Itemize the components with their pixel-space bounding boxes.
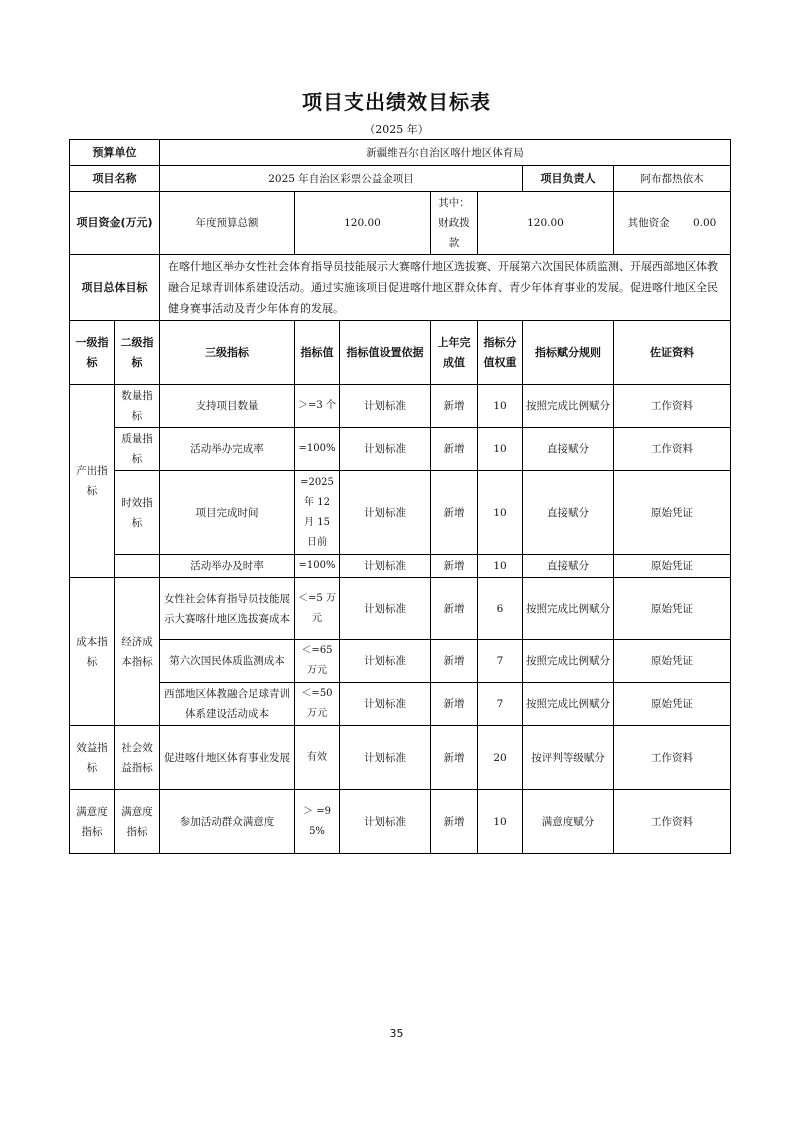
- level1-satisfaction: 满意度指标: [70, 790, 115, 854]
- evidence-cell: 工作资料: [614, 790, 731, 854]
- level2-social-benefit: 社会效益指标: [115, 726, 160, 790]
- value-cell: ＜=65 万元: [295, 640, 340, 683]
- other-funds-amount: 0.00: [692, 217, 717, 229]
- value-cell: =2025 年 12 月 15 日前: [295, 471, 340, 555]
- evidence-cell: 原始凭证: [614, 471, 731, 555]
- indicator-cell: 项目完成时间: [160, 471, 295, 555]
- weight-cell: 10: [478, 385, 523, 428]
- table-row: [70, 683, 731, 726]
- indicator-cell: 促进喀什地区体育事业发展: [160, 726, 295, 790]
- prev-cell: 新增: [431, 683, 478, 726]
- table-row: [70, 471, 731, 555]
- indicator-cell: 女性社会体育指导员技能展示大赛喀什地区选拔赛成本: [160, 578, 295, 640]
- rule-cell: 直接赋分: [523, 555, 614, 578]
- evidence-cell: 原始凭证: [614, 683, 731, 726]
- indicator-cell: 活动举办完成率: [160, 428, 295, 471]
- budget-unit-label: 预算单位: [70, 140, 160, 166]
- table-row: [70, 790, 731, 854]
- indicator-cell: 参加活动群众满意度: [160, 790, 295, 854]
- rule-cell: 按评判等级赋分: [523, 726, 614, 790]
- level2-satisfaction: 满意度指标: [115, 790, 160, 854]
- header-basis: 指标值设置依据: [340, 321, 431, 385]
- value-cell: ＞=3 个: [295, 385, 340, 428]
- fiscal-value: 120.00: [478, 192, 614, 255]
- weight-cell: 10: [478, 428, 523, 471]
- header-row: [70, 321, 731, 385]
- level1-output: 产出指标: [70, 385, 115, 578]
- header-rule: 指标赋分规则: [523, 321, 614, 385]
- header-level1: 一级指标: [70, 321, 115, 385]
- basis-cell: 计划标准: [340, 578, 431, 640]
- weight-cell: 20: [478, 726, 523, 790]
- project-leader-value: 阿布都热依木: [614, 166, 731, 192]
- value-cell: =100%: [295, 428, 340, 471]
- evidence-cell: 工作资料: [614, 428, 731, 471]
- value-cell: ＜=5 万元: [295, 578, 340, 640]
- level2-timeliness-cont: [115, 555, 160, 578]
- other-funds-value: [614, 192, 731, 255]
- evidence-cell: 原始凭证: [614, 640, 731, 683]
- prev-cell: 新增: [431, 640, 478, 683]
- level1-benefit: 效益指标: [70, 726, 115, 790]
- evidence-cell: 工作资料: [614, 385, 731, 428]
- prev-cell: 新增: [431, 578, 478, 640]
- basis-cell: 计划标准: [340, 790, 431, 854]
- header-value: 指标值: [295, 321, 340, 385]
- weight-cell: 10: [478, 790, 523, 854]
- prev-cell: 新增: [431, 385, 478, 428]
- header-level3: 三级指标: [160, 321, 295, 385]
- value-cell: ＞ =95%: [295, 790, 340, 854]
- other-funds-label: 其他资金: [627, 217, 670, 229]
- weight-cell: 7: [478, 683, 523, 726]
- rule-cell: 按照完成比例赋分: [523, 683, 614, 726]
- indicator-cell: 第六次国民体质监测成本: [160, 640, 295, 683]
- header-level2: 二级指标: [115, 321, 160, 385]
- value-cell: 有效: [295, 726, 340, 790]
- rule-cell: 按照完成比例赋分: [523, 385, 614, 428]
- table-row: [70, 555, 731, 578]
- project-leader-label: 项目负责人: [523, 166, 614, 192]
- value-cell: ＜=50 万元: [295, 683, 340, 726]
- weight-cell: 6: [478, 578, 523, 640]
- value-cell: =100%: [295, 555, 340, 578]
- table-row: [70, 726, 731, 790]
- basis-cell: 计划标准: [340, 726, 431, 790]
- weight-cell: 10: [478, 555, 523, 578]
- rule-cell: 直接赋分: [523, 471, 614, 555]
- table-row: [70, 640, 731, 683]
- project-name-label: 项目名称: [70, 166, 160, 192]
- annual-total-value: 120.00: [295, 192, 431, 255]
- header-weight: 指标分值权重: [478, 321, 523, 385]
- project-name-value: 2025 年自治区彩票公益金项目: [160, 166, 523, 192]
- table-row: [70, 385, 731, 428]
- evidence-cell: 原始凭证: [614, 555, 731, 578]
- weight-cell: 7: [478, 640, 523, 683]
- prev-cell: 新增: [431, 790, 478, 854]
- level2-timeliness: 时效指标: [115, 471, 160, 555]
- level2-economic-cost: 经济成本指标: [115, 578, 160, 726]
- prev-cell: 新增: [431, 555, 478, 578]
- page-number: 35: [389, 1027, 404, 1040]
- rule-cell: 按照完成比例赋分: [523, 640, 614, 683]
- table-row: [70, 578, 731, 640]
- table-row: [70, 428, 731, 471]
- prev-cell: 新增: [431, 726, 478, 790]
- performance-table: [69, 139, 731, 854]
- rule-cell: 直接赋分: [523, 428, 614, 471]
- indicator-cell: 支持项目数量: [160, 385, 295, 428]
- level2-quantity: 数量指标: [115, 385, 160, 428]
- year-label: （2025 年）: [364, 123, 429, 136]
- header-prev: 上年完成值: [431, 321, 478, 385]
- basis-cell: 计划标准: [340, 683, 431, 726]
- indicator-cell: 活动举办及时率: [160, 555, 295, 578]
- weight-cell: 10: [478, 471, 523, 555]
- evidence-cell: 原始凭证: [614, 578, 731, 640]
- evidence-cell: 工作资料: [614, 726, 731, 790]
- basis-cell: 计划标准: [340, 385, 431, 428]
- budget-unit-value: 新疆维吾尔自治区喀什地区体育局: [160, 140, 731, 166]
- fiscal-label: 其中：财政拨款: [431, 192, 478, 255]
- level1-cost: 成本指标: [70, 578, 115, 726]
- basis-cell: 计划标准: [340, 428, 431, 471]
- annual-total-label: 年度预算总额: [160, 192, 295, 255]
- indicator-cell: 西部地区体教融合足球青训体系建设活动成本: [160, 683, 295, 726]
- basis-cell: 计划标准: [340, 555, 431, 578]
- overall-goal-label: 项目总体目标: [70, 255, 160, 321]
- prev-cell: 新增: [431, 428, 478, 471]
- rule-cell: 按照完成比例赋分: [523, 578, 614, 640]
- rule-cell: 满意度赋分: [523, 790, 614, 854]
- overall-goal-text: 在喀什地区举办女性社会体育指导员技能展示大赛喀什地区选拔赛、开展第六次国民体质监测、开展西部地区体教融合足球青训体系建设活动。通过实施该项目促进喀什地区群众体育、青少年体育事业的发展。促进喀什地区全民健身赛事活动及青少年体育的发展。: [160, 255, 731, 321]
- basis-cell: 计划标准: [340, 471, 431, 555]
- project-funds-label: 项目资金(万元): [70, 192, 160, 255]
- page-title: 项目支出绩效目标表: [302, 90, 491, 114]
- level2-quality: 质量指标: [115, 428, 160, 471]
- header-evidence: 佐证资料: [614, 321, 731, 385]
- prev-cell: 新增: [431, 471, 478, 555]
- basis-cell: 计划标准: [340, 640, 431, 683]
